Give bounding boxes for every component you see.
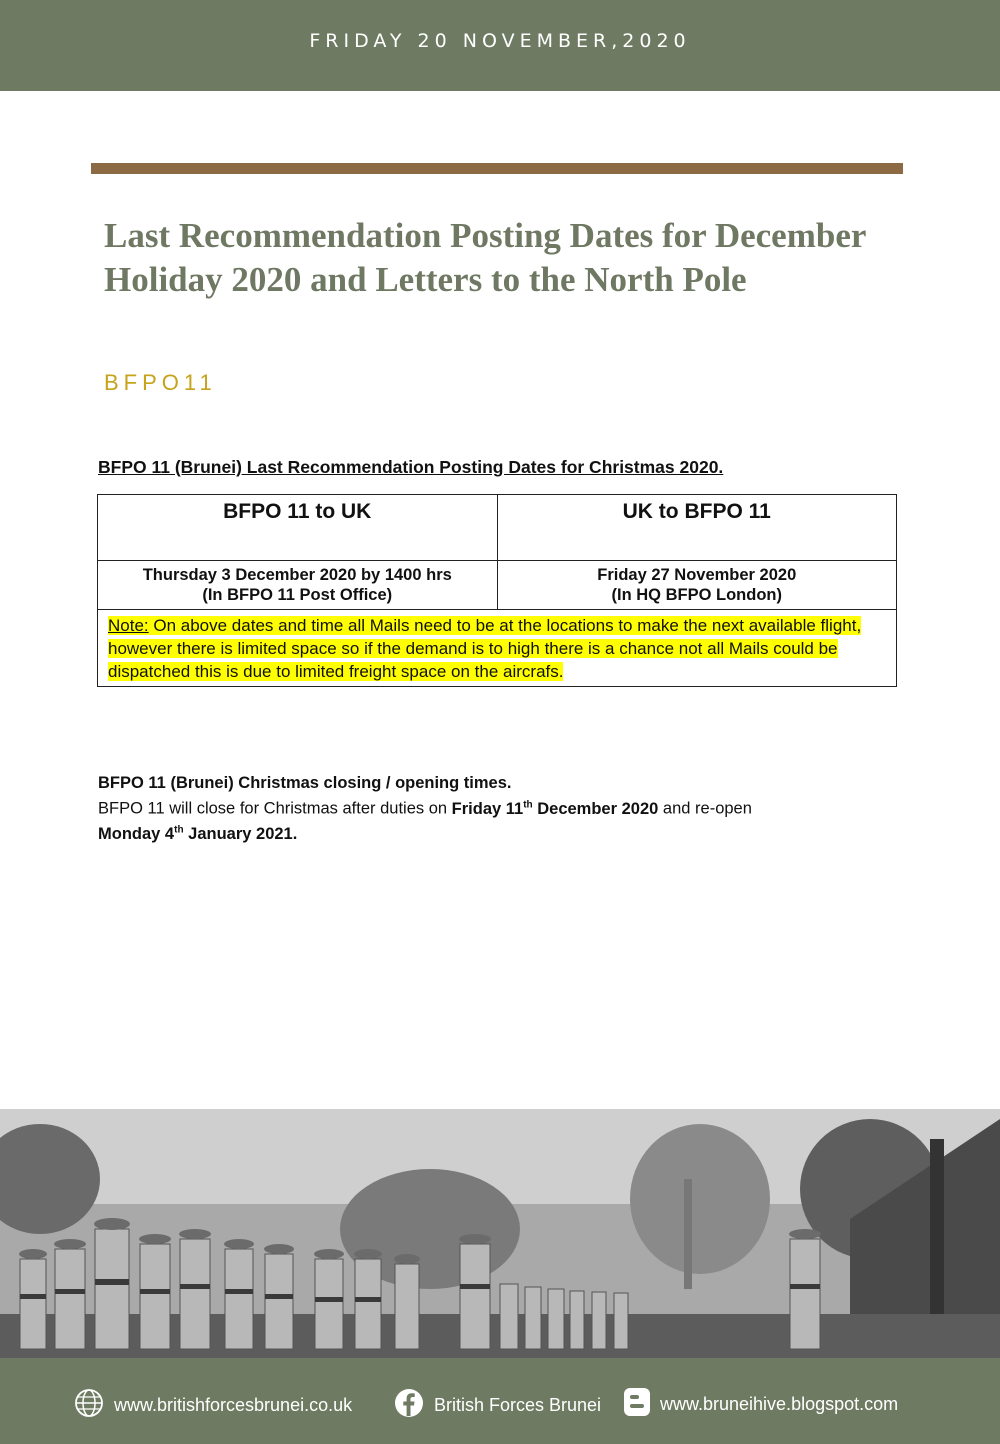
globe-icon [74, 1388, 104, 1423]
parade-photo [0, 1109, 1000, 1358]
blogger-icon [624, 1388, 650, 1421]
column-header: BFPO 11 to UK [98, 495, 498, 561]
note-text: On above dates and time all Mails need to be at the locations to make the next available flight, however there is limited space so if the demand is to high there is a chance not all Mails could be dispatched this is due to limited freight space on the aircrafs. [108, 616, 862, 681]
date-line: Thursday 3 December 2020 by 1400 hrs [142, 566, 452, 584]
top-date-bar [0, 0, 1000, 91]
table-cell [98, 561, 498, 610]
location-line: (In HQ BFPO London) [611, 586, 782, 604]
column-header: UK to BFPO 11 [497, 495, 897, 561]
divider-rule [91, 163, 903, 174]
blog-link[interactable] [624, 1388, 898, 1421]
note-cell [98, 610, 897, 687]
facebook-link[interactable] [394, 1388, 601, 1423]
parade-photo-illustration [0, 1109, 1000, 1358]
table-cell [497, 561, 897, 610]
closing-text: BFPO 11 will close for Christmas after duties on [98, 799, 452, 818]
blog-text: www.bruneihive.blogspot.com [660, 1394, 899, 1414]
date-line: Friday 27 November 2020 [597, 566, 797, 584]
article-title: Last Recommendation Posting Dates for December Holiday 2020 and Letters to the North Pole [104, 216, 866, 299]
close-date: Friday 11th December 2020 [451, 799, 659, 818]
publish-date: FRIDAY 20 NOVEMBER,2020 [309, 29, 691, 52]
website-text: www.britishforcesbrunei.co.uk [114, 1395, 353, 1415]
open-date: Monday 4th January 2021. [98, 824, 298, 843]
article-subtitle: BFPO11 [104, 370, 217, 395]
location-line: (In BFPO 11 Post Office) [202, 586, 393, 604]
closing-times-section [98, 773, 918, 845]
posting-dates-table [97, 494, 897, 687]
closing-text: and re-open [658, 799, 752, 818]
facebook-icon [394, 1388, 424, 1423]
closing-heading: BFPO 11 (Brunei) Christmas closing / opening times. [98, 774, 512, 792]
website-link[interactable] [74, 1388, 352, 1423]
footer-bar [0, 1358, 1000, 1444]
note-label: Note: [108, 616, 149, 635]
posting-dates-heading: BFPO 11 (Brunei) Last Recommendation Posting Dates for Christmas 2020. [98, 457, 724, 477]
facebook-text: British Forces Brunei [434, 1395, 602, 1415]
